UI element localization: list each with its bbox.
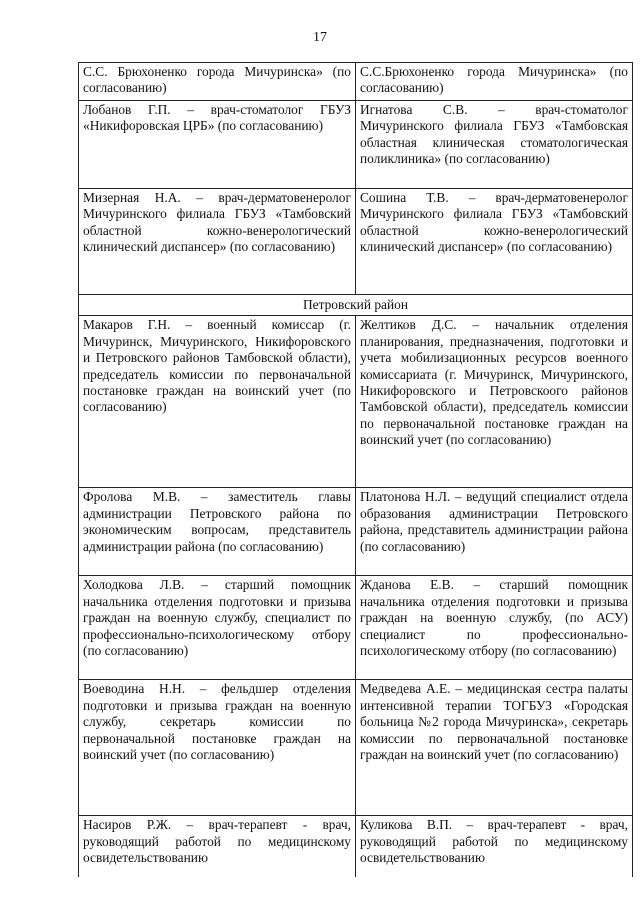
table-cell-right: Сошина Т.В. – врач-дерматовенеролог Мичуринского филиала ГБУЗ «Тамбовский областной кожно-венерологический клинический диспансер» (по согласованию)	[356, 189, 633, 295]
table-cell-right: Медведева А.Е. – медицинская сестра палаты интенсивной терапии ТОГБУЗ «Городская больница №2 города Мичуринска», секретарь комиссии по первоначальной постановке граждан на воинский учет (по согласованию)	[356, 680, 633, 816]
table-row	[79, 488, 633, 576]
table-cell-right: Игнатова С.В. – врач-стоматолог Мичуринского филиала ГБУЗ «Тамбовская областная клиническая стоматологическая поликлиника» (по согласованию)	[356, 101, 633, 189]
page-number: 17	[313, 30, 327, 45]
table-row	[79, 576, 633, 680]
table-cell-right: С.С.Брюхоненко города Мичуринска» (по согласованию)	[356, 63, 633, 101]
table-row	[79, 316, 633, 488]
table-cell-left: Макаров Г.Н. – военный комиссар (г. Мичуринск, Мичуринского, Никифоровского и Петровского районов Тамбовской области), председатель комиссии по первоначальной постановке граждан на воинский учет (по согласованию)	[79, 316, 356, 488]
table-cell-right: Куликова В.П. – врач-терапевт - врач, руководящий работой по медицинскому освидетельствованию	[356, 816, 633, 878]
table-cell-left: Холодкова Л.В. – старший помощник начальника отделения подготовки и призыва граждан на военную службу, специалист по профессионально-психологическому отбору (по согласованию)	[79, 576, 356, 680]
table-cell-right: Желтиков Д.С. – начальник отделения планирования, предназначения, подготовки и учета мобилизационных ресурсов военного комиссариата (г. Мичуринск, Мичуринского, Никифоровского и Петровскоого районов Тамбовской области), председатель комиссии по первоначальной постановке граждан на воинский учет (по согласованию)	[356, 316, 633, 488]
table-cell-left: Мизерная Н.А. – врач-дерматовенеролог Мичуринского филиала ГБУЗ «Тамбовский областной кожно-венерологический клинический диспансер» (по согласованию)	[79, 189, 356, 295]
table-row	[79, 816, 633, 878]
table-cell-left: Фролова М.В. – заместитель главы администрации Петровского района по экономическим вопросам, представитель администрации района (по согласованию)	[79, 488, 356, 576]
table-row	[79, 63, 633, 101]
table-cell-left: Лобанов Г.П. – врач-стоматолог ГБУЗ «Никифоровская ЦРБ» (по согласованию)	[79, 101, 356, 189]
section-heading-row	[79, 295, 633, 316]
table-row	[79, 189, 633, 295]
table-cell-left: С.С. Брюхоненко города Мичуринска» (по согласованию)	[79, 63, 356, 101]
table-cell-right: Платонова Н.Л. – ведущий специалист отдела образования администрации Петровского района, представитель администрации района (по согласованию)	[356, 488, 633, 576]
table-row	[79, 680, 633, 816]
section-title: Петровский район	[79, 295, 633, 316]
table-cell-right: Жданова Е.В. – старший помощник начальника отделения подготовки и призыва граждан на военную службу, (по АСУ) специалист по профессионально-психологическому отбору (по согласованию)	[356, 576, 633, 680]
table-row	[79, 101, 633, 189]
commission-table	[78, 62, 633, 877]
table-cell-left: Насиров Р.Ж. – врач-терапевт - врач, руководящий работой по медицинскому освидетельствованию	[79, 816, 356, 878]
table-cell-left: Воеводина Н.Н. – фельдшер отделения подготовки и призыва граждан на военную службу, секретарь комиссии по первоначальной постановке граждан на воинский учет (по согласованию)	[79, 680, 356, 816]
